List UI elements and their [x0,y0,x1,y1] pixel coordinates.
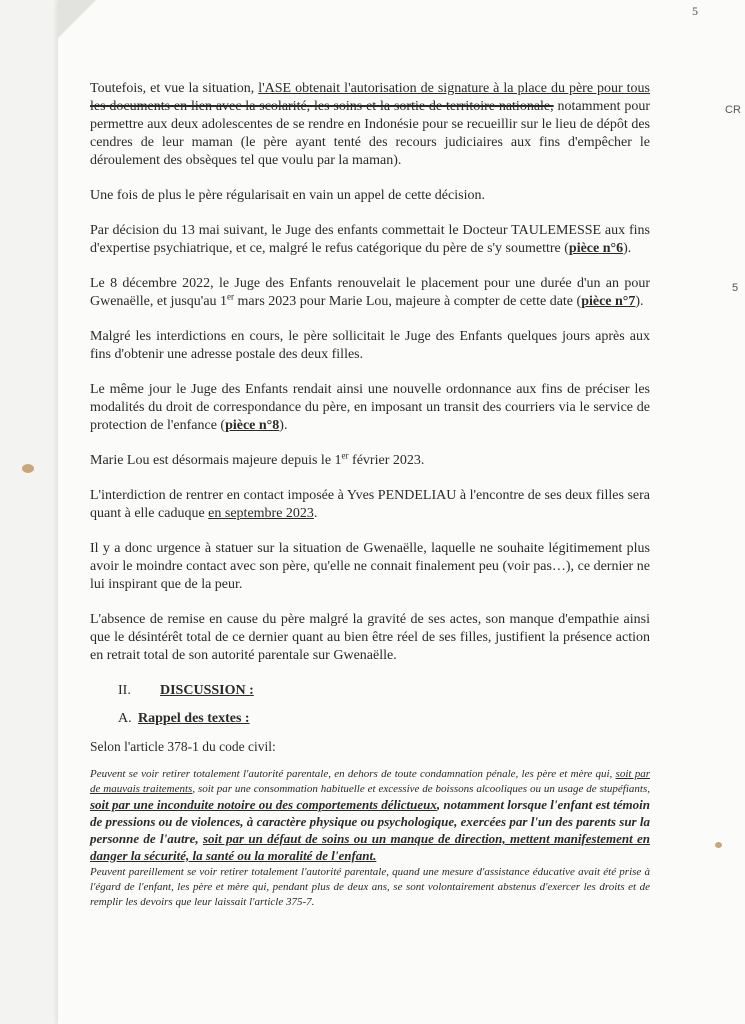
paragraph-placement: Le 8 décembre 2022, le Juge des Enfants renouvelait le placement pour une durée d'un an pour Gwenaëlle, et jusqu'au 1er mars 2023 pour Marie Lou, majeure à compter de cette date (pièce n°7). [90,276,650,309]
piece-reference: pièce n°8 [225,418,280,433]
piece-reference: pièce n°7 [581,294,636,309]
section-heading: II. DISCUSSION : [118,683,254,698]
page-number: 5 [692,4,698,18]
paragraph-appeal: Une fois de plus le père régularisait en vain un appel de cette décision. [90,188,485,203]
paragraph-expertise: Par décision du 13 mai suivant, le Juge des enfants commettait le Docteur TAULEMESSE aux fins d'expertise psychiatrique, et ce, malgré le refus catégorique du père de s'y soumettre (pièce n°6). [90,223,650,256]
article-quote-1: Peuvent se voir retirer totalement l'autorité parentale, en dehors de toute condamnation pénale, les père et mère qui, soit par de mauvais traitements, soit par une consommation habituelle et excessive de boissons alcooliques ou un usage de stupéfiants, soit par une inconduite notoire ou des comportements délictueux, notamment lorsque l'enfant est témoin de pressions ou de violences, à caractère physique ou psychologique, exercées par l'un des parents sur la personne de l'autre, soit par un défaut de soins ou un manque de direction, mettent manifestement en danger la sécurité, la santé ou la moralité de l'enfant. [90,768,650,863]
paragraph-justification: L'absence de remise en cause du père malgré la gravité de ses actes, son manque d'empathie ainsi que le désintérêt total de ce dernier quant au bien être réel de ses filles, justifient la présence action en retrait total de son autorité parentale sur Gwenaëlle. [90,612,650,663]
paragraph-contact-ban: L'interdiction de rentrer en contact imposée à Yves PENDELIAU à l'encontre de ses deux filles sera quant à elle caduque en septembre 2023. [90,488,650,521]
article-intro: Selon l'article 378-1 du code civil: [90,739,276,754]
document-body [90,80,650,910]
paragraph-correspondence: Le même jour le Juge des Enfants rendait ainsi une nouvelle ordonnance aux fins de préciser les modalités du droit de correspondance du père, en imposant un transit des courriers via le service de protection de l'enfance (pièce n°8). [90,382,650,433]
edge-mark-top: CR [725,104,741,116]
paragraph-address-request: Malgré les interdictions en cours, le père sollicitait le Juge des Enfants quelques jours après aux fins d'obtenir une adresse postale des deux filles. [90,329,650,362]
page-fold [58,0,96,38]
article-quote-2: Peuvent pareillement se voir retirer totalement l'autorité parentale, quand une mesure d'assistance éducative avait été prise à l'égard de l'enfant, les père et mère qui, pendant plus de deux ans, se sont volontairement abstenus d'exercer les droits et de remplir les devoirs que leur laissait l'article 375-7. [90,866,650,908]
paragraph-ase: Toutefois, et vue la situation, l'ASE obtenait l'autorisation de signature à la place du père pour tous les documents en lien avec la scolarité, les soins et la sortie de territoire nationale, notamment pour permettre aux deux adolescentes de se rendre en Indonésie pour se recueillir sur le lieu de dépôt des cendres de leur maman (le père ayant tenté des recours judiciaires aux fins d'empêcher le déroulement des obsèques tel que voulu par la maman). [90,81,651,168]
paragraph-urgency: Il y a donc urgence à statuer sur la situation de Gwenaëlle, laquelle ne souhaite légitimement plus avoir le moindre contact avec son père, qu'elle ne connait finalement peu (voir pas…), ce dernier ne lui inspirant que de la peur. [90,541,650,592]
subsection-heading: A. Rappel des textes : [118,711,250,726]
paper-stain [22,464,34,473]
edge-mark-right: 5 [732,282,739,294]
paragraph-majority: Marie Lou est désormais majeure depuis le 1er février 2023. [90,450,425,468]
piece-reference: pièce n°6 [568,241,624,256]
paper-stain [715,842,722,848]
